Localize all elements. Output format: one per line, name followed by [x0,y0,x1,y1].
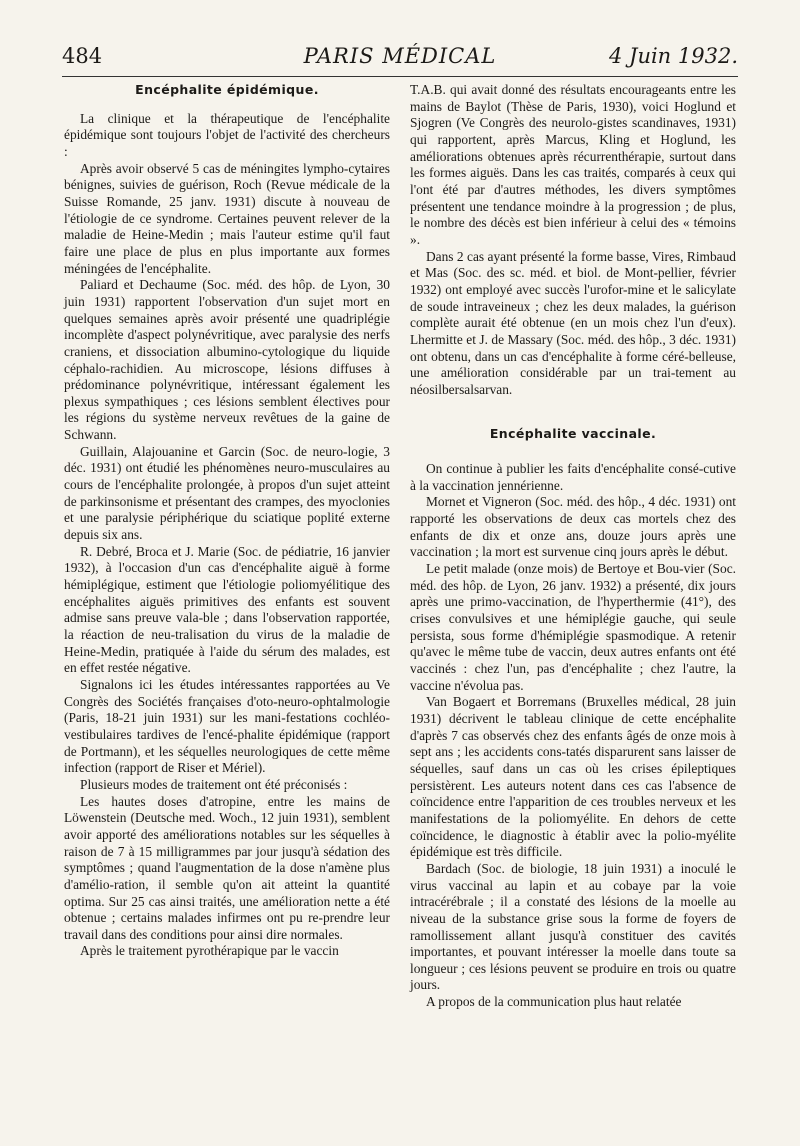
page-header [62,44,738,77]
section-heading-epidemic: Encéphalite épidémique. [135,82,319,97]
paragraph: Le petit malade (onze mois) de Bertoye et Bou-vier (Soc. méd. des hôp. de Lyon, 26 janv. 1932) a présenté, dix jours après une primo-vaccination, de l'hyperthermie (41°), des crises convulsives et une hémiplégie gauche, qui seule persista, sous forme d'hémiplégie spasmodique. A retenir qu'avec le même tube de vaccin, deux autres enfants ont été vaccinés : chez l'un, pas d'encéphalite ; chez l'autre, la vaccine n'évolua pas. [410,561,736,693]
paragraph: Signalons ici les études intéressantes rapportées au Ve Congrès des Sociétés françaises d'oto-neuro-ophtalmologie (Paris, 18-21 juin 1931) sur les mani-festations cochléo-vestibulaires tardives de l'encé-phalite épidémique (rapport de Portmann), et les séquelles neurologiques de cette même infection (rapport de Riser et Mériel). [64,676,390,776]
issue-date: 4 Juin 1932. [608,44,738,68]
section-heading-vaccinal: Encéphalite vaccinale. [489,426,657,442]
right-column [410,82,736,1011]
paragraph: Dans 2 cas ayant présenté la forme basse, Vires, Rimbaud et Mas (Soc. des sc. méd. et biol. de Mont-pellier, février 1932) ont employé avec succès l'urofor-mine et le salicylate de soude intraveineux ; chez les deux malades, la guérison complète aurait été obtenue (en un mois chez l'un d'eux). Lhermitte et J. de Massary (Soc. méd. des hôp., 3 déc. 1931) ont obtenu, dans un cas d'encéphalite à forme céré-belleuse, une amélioration considérable par un trai-tement au néosilbersalsarvan. [410,248,736,397]
paragraph: Les hautes doses d'atropine, entre les mains de Löwenstein (Deutsche med. Woch., 12 juin 1931), semblent avoir apporté des améliorations notables sur les séquelles à raison de 7 à 15 milligrammes par jour jusqu'à sédation des symptômes ; quand l'augmentation de la dose n'amène plus d'amélio-ration, il semble qu'on ait atteint la quantité optima. Sur 25 cas ainsi traités, une amélioration nette a été obtenue ; certains malades infirmes ont pu re-prendre leur travail dans des conditions pour ainsi dire normales. [64,793,390,942]
journal-title: PARIS MÉDICAL [303,44,497,68]
left-column [64,82,390,960]
paragraph: Après avoir observé 5 cas de méningites lympho-cytaires bénignes, suivies de guérison, Roch (Revue médicale de la Suisse Romande, 25 janv. 1931) discute à nouveau de l'étiologie de ce syndrome. Certaines peuvent relever de la maladie de Heine-Medin ; mais l'auteur estime qu'il faut faire une place de plus en plus importante aux formes méningées de l'encéphalite. [64,160,390,276]
paragraph: On continue à publier les faits d'encéphalite consé-cutive à la vaccination jennérienne. [410,461,736,493]
paragraph: Van Bogaert et Borremans (Bruxelles médical, 28 juin 1931) décrivent le tableau clinique de cette encéphalite d'après 7 cas observés chez des enfants âgés de onze mois à sept ans ; les accidents cons-tatés disparurent sans laisser de séquelles, sauf dans un cas où les crises épileptiques persistèrent. Les auteurs notent dans ces cas l'absence de coïncidence entre l'apparition de ces troubles nerveux et les manifestations de la poliomyélite. En dehors de cette coïncidence, le diagnostic à établir avec la polio-myélite épidémique est très difficile. [410,694,736,860]
paragraph: T.A.B. qui avait donné des résultats encourageants entre les mains de Baylot (Thèse de Paris, 1930), voici Hoglund et Sjogren (Ve Congrès des neurolo-gistes scandinaves, 1931) qui rapportent, après Marcus, Kling et Hoglund, les améliorations obtenues après récurrenthérapie, surtout dans les formes aiguës. Dans les cas traités, comparés à ceux qui l'ont été par d'autres méthodes, les divers symptômes présentent une tendance moindre à la progression ; de plus, le nombre des décès est bien inférieur à celui des « témoins ». [410,82,736,247]
paragraph: La clinique et la thérapeutique de l'encéphalite épidémique sont toujours l'objet de l'activité des chercheurs : [64,110,390,159]
paragraph: R. Debré, Broca et J. Marie (Soc. de pédiatrie, 16 janvier 1932), à l'occasion d'un cas d'encéphalite aiguë à forme hémiplégique, estiment que l'étiologie poliomyélitique des encéphalites aiguës primitives des enfants est souvent admise sans preuve vala-ble ; dans l'observation rapportée, la réaction de neu-tralisation du virus de la maladie de Heine-Medin, pratiquée à l'aide du sérum des malades, est en effet restée négative. [64,543,390,676]
paragraph: Mornet et Vigneron (Soc. méd. des hôp., 4 déc. 1931) ont rapporté les observations de deux cas mortels chez des enfants de dix et onze ans, douze jours après une vaccination ; la mort est survenue cinq jours après le début. [410,494,736,560]
paragraph: Bardach (Soc. de biologie, 18 juin 1931) a inoculé le virus vaccinal au lapin et au cobaye par la voie intracérébrale ; il a constaté des lésions de la moelle au niveau de la substance grise sous la forme de foyers de ramollissement allant jusqu'à constituer des cavités importantes, et pouvant intéresser la moelle dans toute sa longueur ; ces lésions peuvent se produire en trois ou quatre jours. [410,860,736,993]
paragraph: Guillain, Alajouanine et Garcin (Soc. de neuro-logie, 3 déc. 1931) ont étudié les phénomènes neuro-musculaires au cours de l'encéphalite prolongée, à propos d'un sujet atteint de parkinsonisme et présentant des crampes, des myoclonies et une paralysie périphérique du sciatique poplité externe depuis six ans. [64,443,390,543]
paragraph: Après le traitement pyrothérapique par le vaccin [80,943,339,959]
paragraph: Plusieurs modes de traitement ont été préconisés : [80,776,348,792]
paragraph: Paliard et Dechaume (Soc. méd. des hôp. de Lyon, 30 juin 1931) rapportent l'observation d'un sujet mort en quelques semaines après avoir présenté une quadriplégie incomplète d'aspect polynévritique, avec paralysie des nerfs craniens, et dissociation albumino-cytologique du liquide céphalo-rachidien. Au microscope, lésions diffuses à prédominance polynévritique, intéressant également les plexus sympathiques ; ces lésions semblent électives pour les régions du système nerveux revêtues de la gaine de Schwann. [64,277,390,443]
page-number: 484 [62,44,103,68]
paragraph: A propos de la communication plus haut relatée [426,994,682,1010]
